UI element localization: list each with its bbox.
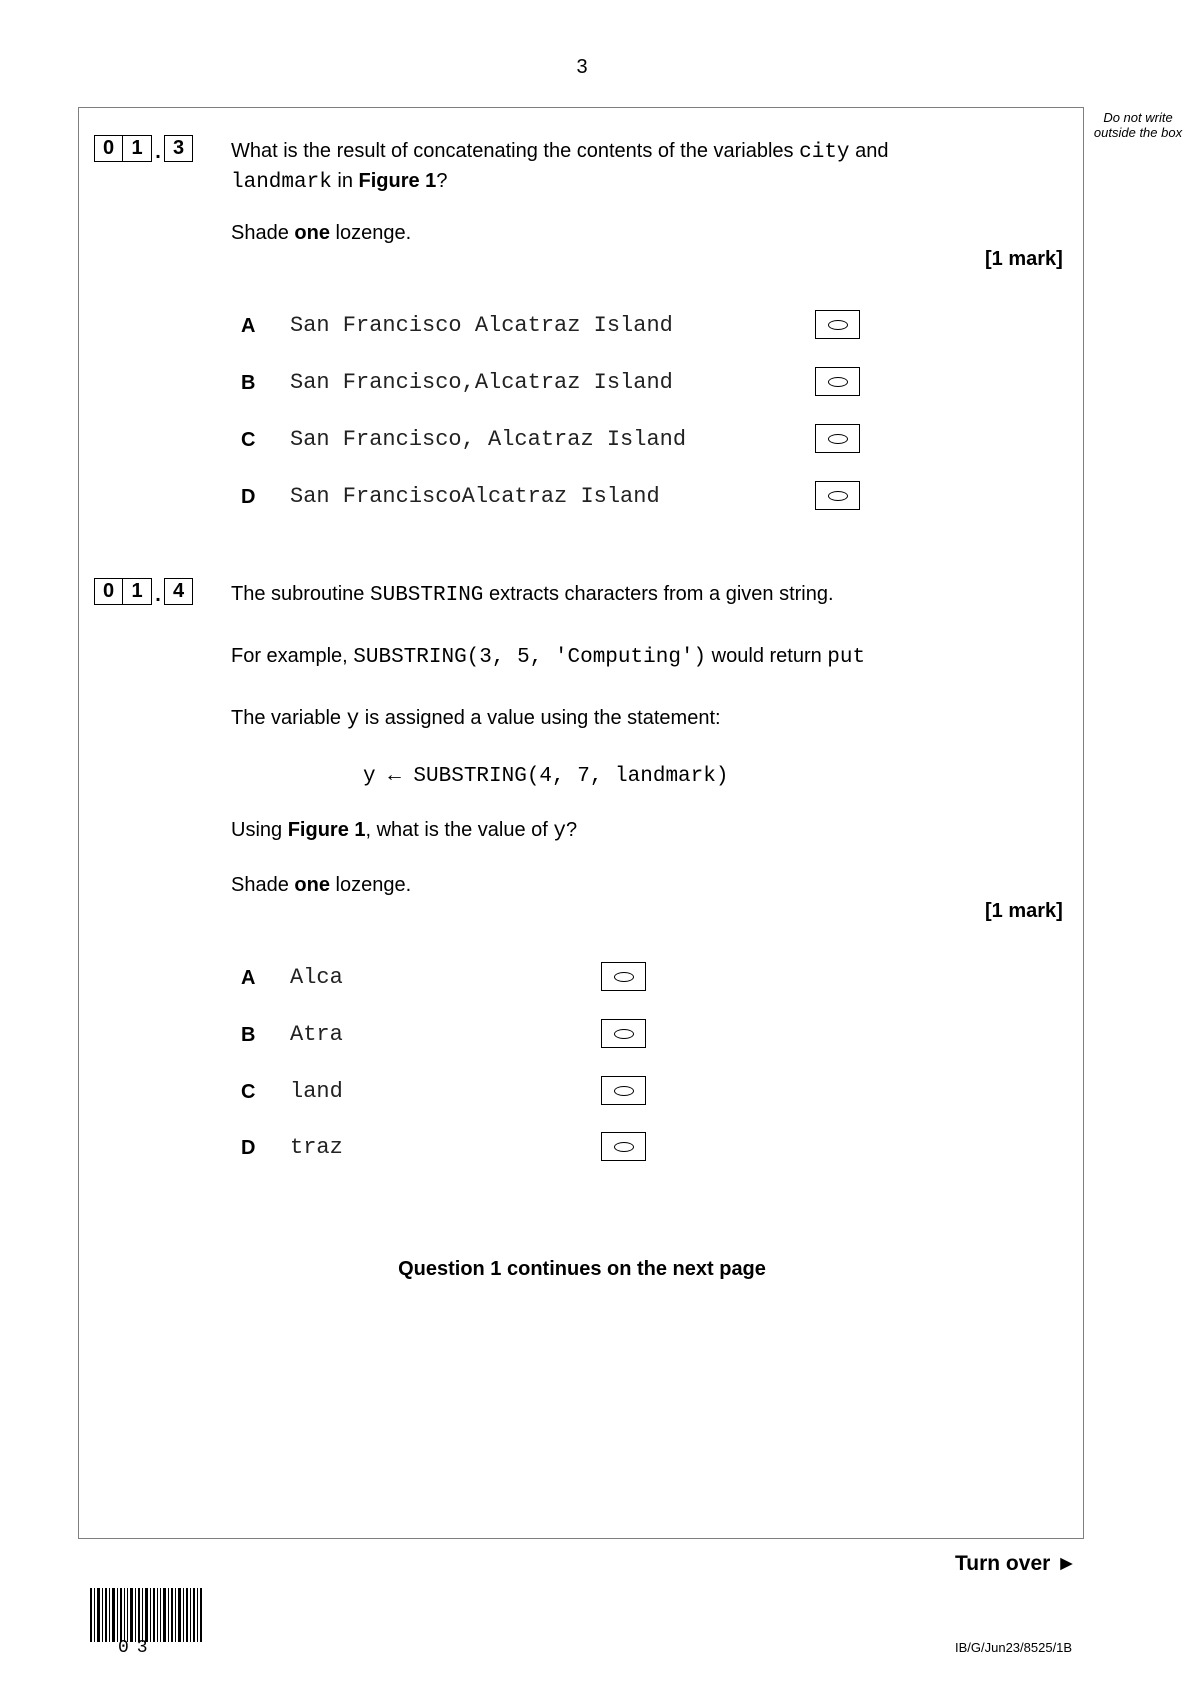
question-text: in — [331, 170, 359, 192]
figure-reference: Figure 1 — [287, 819, 366, 841]
question-text: For example, — [231, 645, 354, 667]
barcode-image — [90, 1588, 202, 1642]
option-letter-b: B — [241, 372, 256, 394]
question-dot: . — [155, 141, 161, 163]
question-digit: 0 — [94, 578, 123, 605]
lozenge-icon — [828, 320, 848, 330]
option-letter-d: D — [241, 486, 256, 508]
lozenge-icon — [828, 377, 848, 387]
shade-text: Shade — [231, 222, 295, 244]
option-text-b: Atra — [290, 1022, 343, 1047]
answer-lozenge-c[interactable] — [601, 1076, 646, 1105]
reference-code: IB/G/Jun23/8525/1B — [955, 1640, 1073, 1655]
question-digit: 1 — [123, 135, 152, 162]
substring-example — [231, 642, 865, 672]
substring-description — [231, 580, 834, 610]
turn-over-label: Turn over ► — [955, 1552, 1077, 1575]
continues-note: Question 1 continues on the next page — [398, 1258, 766, 1280]
mark-allocation: [1 mark] — [985, 248, 1063, 270]
question-text: is assigned a value using the statement: — [359, 707, 721, 729]
lozenge-icon — [614, 972, 634, 982]
code-variable-y: y — [553, 820, 566, 843]
question-text: Using — [231, 819, 288, 841]
option-text-c: land — [290, 1079, 343, 1104]
code-statement: y ← SUBSTRING(4, 7, landmark) — [363, 765, 729, 788]
question-text-01-4 — [231, 816, 577, 846]
question-dot: . — [155, 584, 161, 606]
question-text: extracts characters from a given string. — [483, 583, 834, 605]
shade-bold: one — [294, 222, 330, 244]
mark-allocation: [1 mark] — [985, 900, 1063, 922]
lozenge-icon — [828, 434, 848, 444]
question-text: The subroutine — [231, 583, 370, 605]
question-digit: 3 — [164, 135, 193, 162]
page-number: 3 — [576, 56, 588, 78]
shade-bold: one — [294, 874, 330, 896]
question-number-01-3 — [94, 135, 193, 162]
assignment-statement — [363, 761, 728, 791]
code-example-call: SUBSTRING(3, 5, 'Computing') — [353, 646, 707, 669]
question-digit: 4 — [164, 578, 193, 605]
option-text-c: San Francisco, Alcatraz Island — [290, 427, 687, 452]
code-variable-y: y — [346, 708, 360, 731]
option-letter-a: A — [241, 315, 256, 337]
option-text-a: Alca — [290, 965, 343, 990]
question-text: ? — [566, 819, 578, 841]
answer-lozenge-a[interactable] — [815, 310, 860, 339]
option-text-d: traz — [290, 1135, 343, 1160]
shade-text: lozenge. — [329, 874, 412, 896]
answer-lozenge-c[interactable] — [815, 424, 860, 453]
question-digit: 1 — [123, 578, 152, 605]
option-letter-c: C — [241, 1081, 256, 1103]
shade-instruction — [231, 871, 411, 899]
lozenge-icon — [614, 1142, 634, 1152]
lozenge-icon — [614, 1029, 634, 1039]
question-text-01-3 — [231, 137, 991, 197]
option-letter-d: D — [241, 1137, 256, 1159]
option-text-a: San Francisco Alcatraz Island — [290, 313, 673, 338]
margin-note: Do not write outside the box — [1093, 110, 1183, 140]
answer-lozenge-a[interactable] — [601, 962, 646, 991]
shade-text: Shade — [231, 874, 295, 896]
question-text: and — [849, 140, 889, 162]
question-text: , what is the value of — [365, 819, 554, 841]
barcode-number: 03 — [118, 1638, 156, 1658]
shade-text: lozenge. — [329, 222, 412, 244]
lozenge-icon — [828, 491, 848, 501]
question-number-01-4 — [94, 578, 193, 605]
question-text: What is the result of concatenating the contents of the variables — [231, 140, 800, 162]
answer-lozenge-d[interactable] — [601, 1132, 646, 1161]
option-letter-b: B — [241, 1024, 256, 1046]
option-letter-c: C — [241, 429, 256, 451]
variable-assignment-text — [231, 704, 721, 734]
question-digit: 0 — [94, 135, 123, 162]
code-city: city — [799, 141, 850, 164]
code-landmark: landmark — [231, 171, 332, 194]
question-text: ? — [436, 170, 448, 192]
lozenge-icon — [614, 1086, 634, 1096]
option-text-d: San FranciscoAlcatraz Island — [290, 484, 660, 509]
question-text: would return — [706, 645, 828, 667]
answer-lozenge-d[interactable] — [815, 481, 860, 510]
code-example-result: put — [827, 646, 866, 669]
answer-lozenge-b[interactable] — [815, 367, 860, 396]
answer-lozenge-b[interactable] — [601, 1019, 646, 1048]
option-text-b: San Francisco,Alcatraz Island — [290, 370, 673, 395]
figure-reference: Figure 1 — [358, 170, 437, 192]
shade-instruction — [231, 219, 411, 247]
option-letter-a: A — [241, 967, 256, 989]
code-substring: SUBSTRING — [369, 584, 484, 607]
question-text: The variable — [231, 707, 347, 729]
